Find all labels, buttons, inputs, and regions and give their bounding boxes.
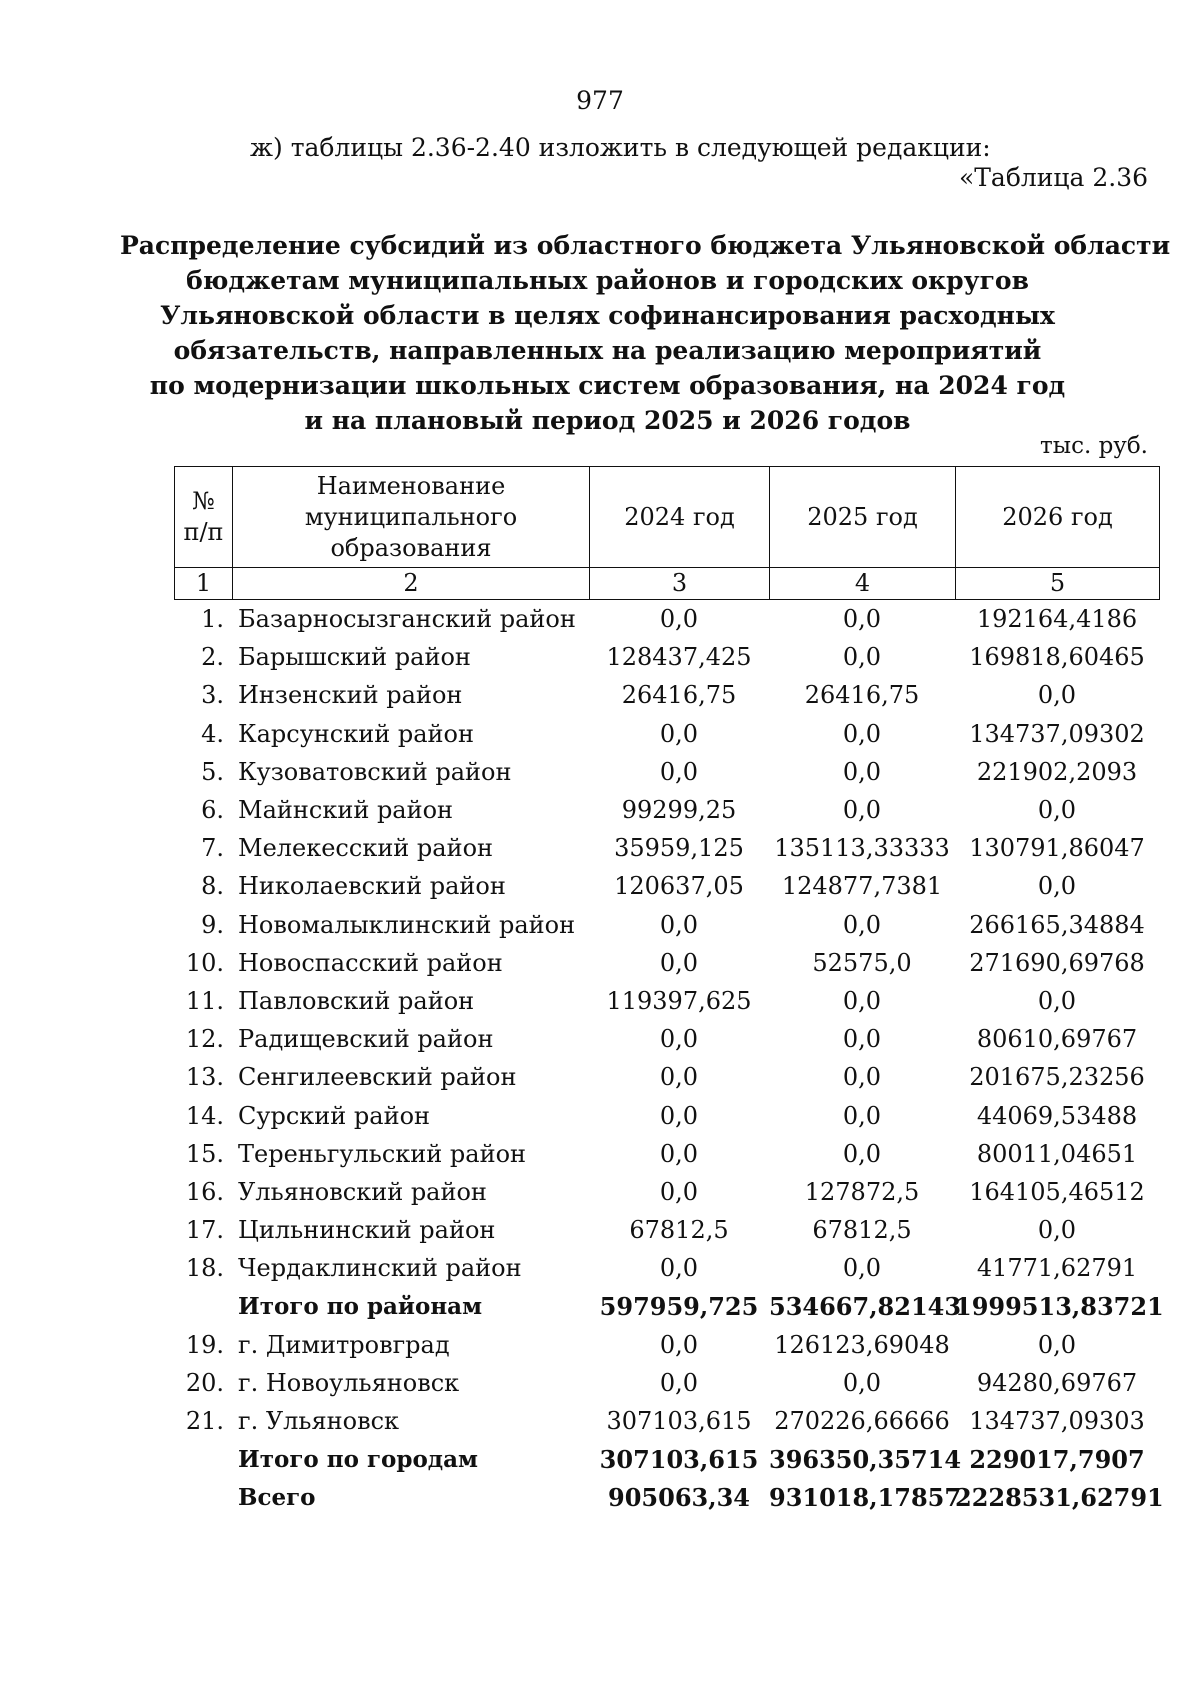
header-num-line: п/п	[183, 518, 224, 546]
table-row	[174, 906, 1159, 944]
row-value-2026: 271690,69768	[969, 948, 1145, 977]
row-value-2026: 192164,4186	[976, 605, 1138, 634]
row-value-2025: 396350,35714	[769, 1444, 962, 1474]
row-name: Всего	[238, 1483, 316, 1511]
header-2025: 2025 год	[770, 467, 956, 568]
row-number: 9.	[201, 910, 224, 939]
table-row	[174, 1058, 1159, 1096]
row-name: Итого по городам	[238, 1445, 479, 1473]
row-value-2024: 128437,425	[606, 643, 752, 672]
row-value-2026: 164105,46512	[969, 1177, 1145, 1206]
title-line: обязательств, направленных на реализацию мероприятий	[173, 336, 1042, 365]
row-value-2025: 0,0	[842, 910, 882, 939]
title-line: бюджетам муниципальных районов и городских округов	[186, 266, 1029, 295]
row-name: г. Ульяновск	[238, 1407, 400, 1436]
row-number: 6.	[201, 796, 224, 825]
title-line: Ульяновской области в целях софинансирования расходных	[160, 301, 1055, 330]
row-number: 7.	[201, 834, 224, 863]
row-value-2024: 0,0	[659, 1063, 699, 1092]
row-number: 21.	[185, 1407, 224, 1436]
row-value-2026: 0,0	[1037, 872, 1077, 901]
row-value-2026: 0,0	[1037, 1216, 1077, 1245]
row-value-2024: 0,0	[659, 1101, 699, 1130]
row-value-2024: 0,0	[659, 757, 699, 786]
table-row	[174, 982, 1159, 1020]
table-total-row	[174, 1478, 1164, 1516]
table-row	[174, 829, 1159, 867]
row-name: Цильнинский район	[238, 1216, 496, 1245]
header-name	[233, 467, 590, 568]
header-index: 4	[770, 568, 956, 600]
row-value-2026: 169818,60465	[969, 643, 1145, 672]
title-line: по модернизации школьных систем образования, на 2024 год	[149, 371, 1066, 400]
row-value-2026: 44069,53488	[976, 1101, 1138, 1130]
row-value-2026: 134737,09303	[969, 1407, 1145, 1436]
row-value-2024: 119397,625	[606, 986, 752, 1015]
row-value-2024: 99299,25	[621, 796, 737, 825]
row-value-2026: 221902,2093	[976, 757, 1138, 786]
row-name: Майнский район	[238, 796, 454, 825]
table-total-row	[174, 1440, 1159, 1478]
row-value-2024: 0,0	[659, 605, 699, 634]
row-value-2025: 0,0	[842, 1254, 882, 1283]
header-name-line: образования	[330, 533, 492, 562]
table-row	[174, 1326, 1159, 1364]
row-value-2026: 94280,69767	[976, 1368, 1138, 1397]
row-value-2025: 124877,7381	[781, 872, 943, 901]
row-value-2026: 2228531,62791	[955, 1482, 1164, 1512]
row-value-2025: 931018,17857	[769, 1482, 962, 1512]
row-value-2026: 1999513,83721	[955, 1291, 1164, 1321]
row-value-2024: 597959,725	[599, 1291, 759, 1321]
row-value-2025: 0,0	[842, 757, 882, 786]
row-value-2025: 26416,75	[804, 681, 920, 710]
row-number: 19.	[185, 1330, 224, 1359]
row-name: Тереньгульский район	[238, 1139, 527, 1168]
row-value-2024: 67812,5	[629, 1216, 729, 1245]
row-number: 12.	[185, 1025, 224, 1054]
page-number: 977	[576, 86, 624, 115]
row-value-2024: 0,0	[659, 1330, 699, 1359]
row-number: 1.	[201, 605, 224, 634]
title-line: и на плановый период 2025 и 2026 годов	[304, 406, 911, 435]
table-row	[174, 1211, 1159, 1249]
row-value-2026: 0,0	[1037, 986, 1077, 1015]
row-value-2024: 26416,75	[621, 681, 737, 710]
table-row	[174, 1020, 1159, 1058]
row-value-2025: 0,0	[842, 1025, 882, 1054]
row-value-2025: 135113,33333	[774, 834, 950, 863]
row-number: 8.	[201, 872, 224, 901]
row-number: 20.	[185, 1368, 224, 1397]
row-name: Ульяновский район	[238, 1177, 487, 1206]
header-name-line: Наименование	[316, 471, 506, 500]
header-num	[175, 467, 233, 568]
table-row	[174, 1402, 1159, 1440]
units-label: тыс. руб.	[1040, 433, 1148, 459]
table-row	[174, 791, 1159, 829]
row-value-2025: 126123,69048	[774, 1330, 950, 1359]
row-value-2025: 127872,5	[804, 1177, 920, 1206]
row-value-2026: 229017,7907	[969, 1444, 1145, 1474]
row-number: 13.	[185, 1063, 224, 1092]
row-value-2026: 0,0	[1037, 681, 1077, 710]
table-row	[174, 1096, 1159, 1134]
row-value-2025: 534667,82143	[769, 1291, 962, 1321]
row-name: Сенгилеевский район	[238, 1063, 517, 1092]
table-body	[174, 600, 1164, 1517]
row-value-2024: 35959,125	[614, 834, 744, 863]
table-row	[174, 867, 1159, 905]
row-value-2024: 0,0	[659, 1368, 699, 1397]
row-value-2025: 52575,0	[812, 948, 912, 977]
intro-text: ж) таблицы 2.36-2.40 изложить в следующей редакции:	[250, 133, 991, 162]
table-header	[174, 466, 1160, 600]
header-2024: 2024 год	[590, 467, 770, 568]
row-value-2026: 0,0	[1037, 1330, 1077, 1359]
row-value-2024: 0,0	[659, 910, 699, 939]
table-row	[174, 1173, 1159, 1211]
row-value-2026: 201675,23256	[969, 1063, 1145, 1092]
table-row	[174, 1135, 1159, 1173]
row-value-2026: 266165,34884	[969, 910, 1145, 939]
row-number: 18.	[185, 1254, 224, 1283]
row-value-2025: 0,0	[842, 719, 882, 748]
row-value-2024: 0,0	[659, 1254, 699, 1283]
row-name: Карсунский район	[238, 719, 474, 748]
row-value-2024: 0,0	[659, 948, 699, 977]
header-index: 3	[590, 568, 770, 600]
header-index: 2	[233, 568, 590, 600]
table-total-row	[174, 1287, 1164, 1325]
header-index: 1	[175, 568, 233, 600]
table-row	[174, 944, 1159, 982]
header-num-line: №	[192, 487, 215, 515]
row-value-2026: 41771,62791	[976, 1254, 1138, 1283]
row-value-2024: 0,0	[659, 719, 699, 748]
row-value-2025: 0,0	[842, 1101, 882, 1130]
row-number: 14.	[185, 1101, 224, 1130]
row-name: Итого по районам	[238, 1292, 483, 1320]
row-value-2026: 80011,04651	[976, 1139, 1138, 1168]
row-number: 5.	[201, 757, 224, 786]
table-row	[174, 1364, 1159, 1402]
table-label: «Таблица 2.36	[958, 163, 1148, 192]
row-value-2025: 0,0	[842, 796, 882, 825]
table-row	[174, 638, 1159, 676]
row-number: 3.	[201, 681, 224, 710]
row-name: Барышский район	[238, 643, 471, 672]
row-value-2024: 0,0	[659, 1025, 699, 1054]
row-value-2026: 80610,69767	[976, 1025, 1138, 1054]
row-number: 17.	[185, 1216, 224, 1245]
row-value-2025: 0,0	[842, 605, 882, 634]
row-name: г. Димитровград	[238, 1330, 450, 1359]
row-value-2025: 0,0	[842, 986, 882, 1015]
header-row	[175, 467, 1160, 568]
row-value-2025: 67812,5	[812, 1216, 912, 1245]
row-name: Чердаклинский район	[238, 1254, 522, 1283]
row-value-2025: 0,0	[842, 643, 882, 672]
row-value-2024: 0,0	[659, 1139, 699, 1168]
row-value-2024: 0,0	[659, 1177, 699, 1206]
title-line: Распределение субсидий из областного бюджета Ульяновской области	[120, 231, 1171, 260]
header-name-line: муниципального	[304, 502, 518, 531]
row-name: Сурский район	[238, 1101, 431, 1130]
row-number: 11.	[185, 986, 224, 1015]
row-value-2025: 0,0	[842, 1139, 882, 1168]
row-name: Базарносызганский район	[238, 605, 576, 634]
row-name: г. Новоульяновск	[238, 1368, 460, 1397]
table-row	[174, 600, 1159, 638]
table-row	[174, 753, 1159, 791]
table-row	[174, 676, 1159, 714]
row-name: Новомалыклинский район	[238, 910, 576, 939]
row-value-2024: 307103,615	[606, 1407, 752, 1436]
header-index: 5	[956, 568, 1160, 600]
row-value-2026: 0,0	[1037, 796, 1077, 825]
row-name: Новоспасский район	[238, 948, 503, 977]
header-2026: 2026 год	[956, 467, 1160, 568]
row-value-2025: 0,0	[842, 1368, 882, 1397]
row-name: Мелекесский район	[238, 834, 494, 863]
row-value-2024: 307103,615	[599, 1444, 759, 1474]
row-name: Кузоватовский район	[238, 757, 512, 786]
row-value-2026: 134737,09302	[969, 719, 1145, 748]
row-number: 4.	[201, 719, 224, 748]
row-number: 10.	[185, 948, 224, 977]
row-number: 2.	[201, 643, 224, 672]
row-value-2024: 905063,34	[608, 1482, 750, 1512]
row-name: Николаевский район	[238, 872, 506, 901]
row-value-2026: 130791,86047	[969, 834, 1145, 863]
row-name: Инзенский район	[238, 681, 463, 710]
row-number: 15.	[185, 1139, 224, 1168]
header-index-row	[175, 568, 1160, 600]
row-name: Радищевский район	[238, 1025, 494, 1054]
table-title	[120, 228, 1171, 438]
row-value-2025: 270226,66666	[774, 1407, 950, 1436]
row-number: 16.	[185, 1177, 224, 1206]
table-row	[174, 1249, 1159, 1287]
row-value-2024: 120637,05	[614, 872, 744, 901]
row-name: Павловский район	[238, 986, 475, 1015]
table-row	[174, 715, 1159, 753]
row-value-2025: 0,0	[842, 1063, 882, 1092]
